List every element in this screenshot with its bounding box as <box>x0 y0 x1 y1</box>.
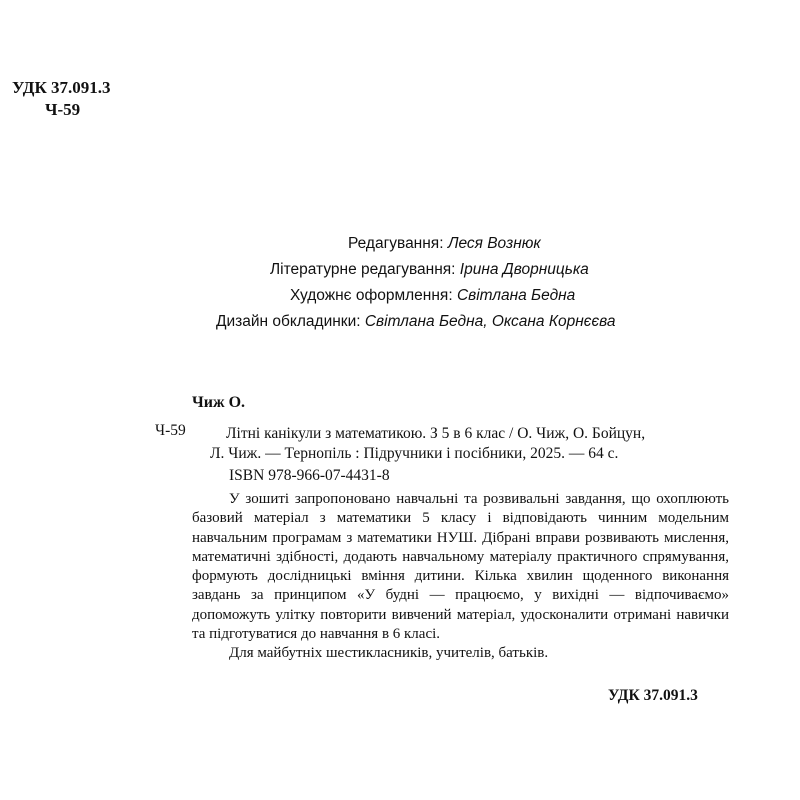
biblio-line: Літні канікули з математикою. З 5 в 6 клас / О. Чиж, О. Бойцун, <box>226 425 646 442</box>
biblio-line: Л. Чиж. — Тернопіль : Підручники і посібники, 2025. — 64 с. <box>210 445 619 462</box>
credit-role: Художнє оформлення: <box>290 287 457 304</box>
credit-art-design <box>290 286 575 306</box>
record-catalog-number: Ч-59 <box>155 422 186 439</box>
credit-editing <box>348 234 541 254</box>
catalog-number: Ч-59 <box>45 100 81 119</box>
credit-name: Леся Вознюк <box>447 235 541 252</box>
udk-header <box>12 77 111 121</box>
credit-name: Світлана Бедна <box>456 287 576 304</box>
credit-role: Дизайн обкладинки: <box>216 313 365 330</box>
credit-name: Ірина Дворницька <box>459 261 589 278</box>
udk-code: УДК 37.091.3 <box>12 78 111 97</box>
credit-literary-editing <box>270 260 589 280</box>
credit-role: Літературне редагування: <box>270 261 460 278</box>
author-heading: Чиж О. <box>192 394 246 411</box>
annotation-text: У зошиті запропоновано навчальні та розвивальні завдання, що охоплюють базовий матеріал з математики 5 класу і відповідають чинним модельним навчальним програмам з математики НУШ. Дібрані вправи розвивають мислення, математичні здібності, додають навчальному матеріалу практичного спрямування, формують дослідницькі вміння дитини. Кілька хвилин щоденного виконання завдань за принципом «У будні — працюємо, у вихідні — відпочиваємо» допоможуть улітку повторити вивчений матеріал, удосконалити отримані навички та підготуватися до навчання в 6 класі. <box>192 491 729 643</box>
bibliographic-description <box>226 422 746 445</box>
credit-name: Світлана Бедна, Оксана Корнєєва <box>364 313 616 330</box>
udk-footer: УДК 37.091.3 <box>608 687 698 704</box>
credit-role: Редагування: <box>348 235 448 252</box>
credit-cover-design <box>216 312 616 332</box>
annotation <box>192 490 729 664</box>
audience-text: Для майбутніх шестикласників, учителів, батьків. <box>229 645 549 662</box>
isbn: ISBN 978-966-07-4431-8 <box>229 467 390 484</box>
